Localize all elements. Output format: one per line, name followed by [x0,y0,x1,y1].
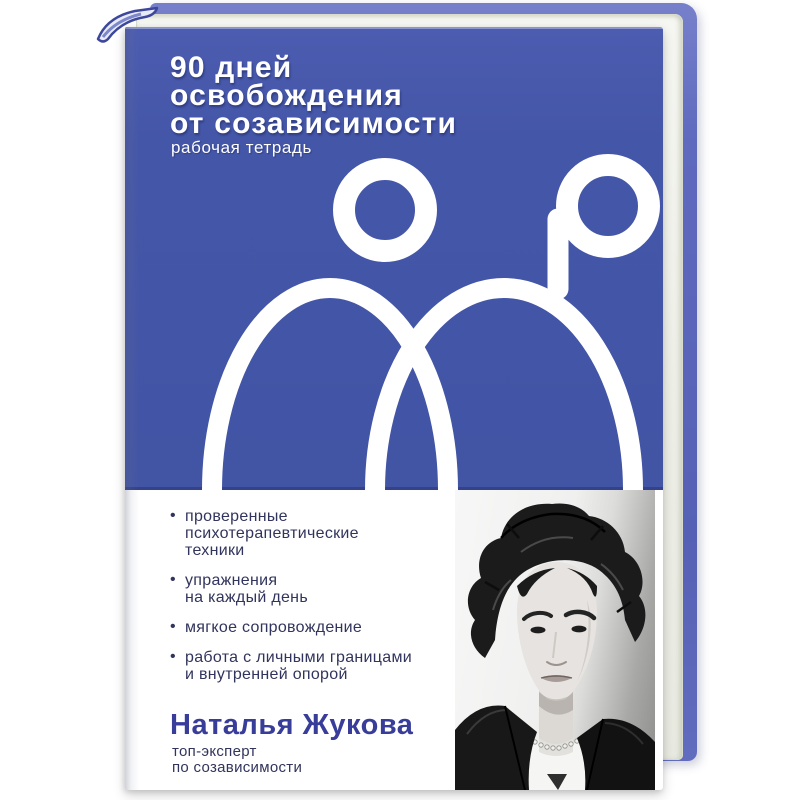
portrait-illustration [455,490,655,790]
list-item [170,507,485,559]
book-spine-top-icon [93,4,163,46]
list-item [170,618,485,636]
bullet-text-line: работа с личными границами [185,649,412,666]
bullet-dot-icon: • [170,648,176,665]
book-subtitle: рабочая тетрадь [171,138,312,157]
bullet-dot-icon: • [170,618,176,635]
bullet-text-line: упражнения [185,572,278,589]
bullet-text-line: психотерапевтические [185,525,359,542]
bullet-dot-icon: • [170,507,176,524]
book-front-cover [125,27,663,790]
list-item [170,571,485,606]
book-title [170,51,458,140]
list-item [170,648,485,683]
bullet-text-line: и внутренней опорой [185,666,348,683]
bullet-dot-icon: • [170,571,176,588]
bullet-text-line: проверенные [185,508,288,525]
bullet-text-line: на каждый день [185,589,308,606]
book-title-line: освобождения [170,79,403,112]
author-portrait-photo [455,490,655,790]
book-title-line: от созависимости [170,107,458,140]
author-role-line: топ-эксперт [172,743,257,760]
author-role [172,744,302,776]
bullet-text-line: техники [185,542,245,559]
author-role-line: по созависимости [172,759,303,776]
bullet-list [170,507,485,696]
author-name: Наталья Жукова [170,709,414,741]
cover-blue-panel [125,27,663,490]
bullet-text-line: мягкое сопровождение [185,619,363,636]
book-title-line: 90 дней [170,51,293,84]
